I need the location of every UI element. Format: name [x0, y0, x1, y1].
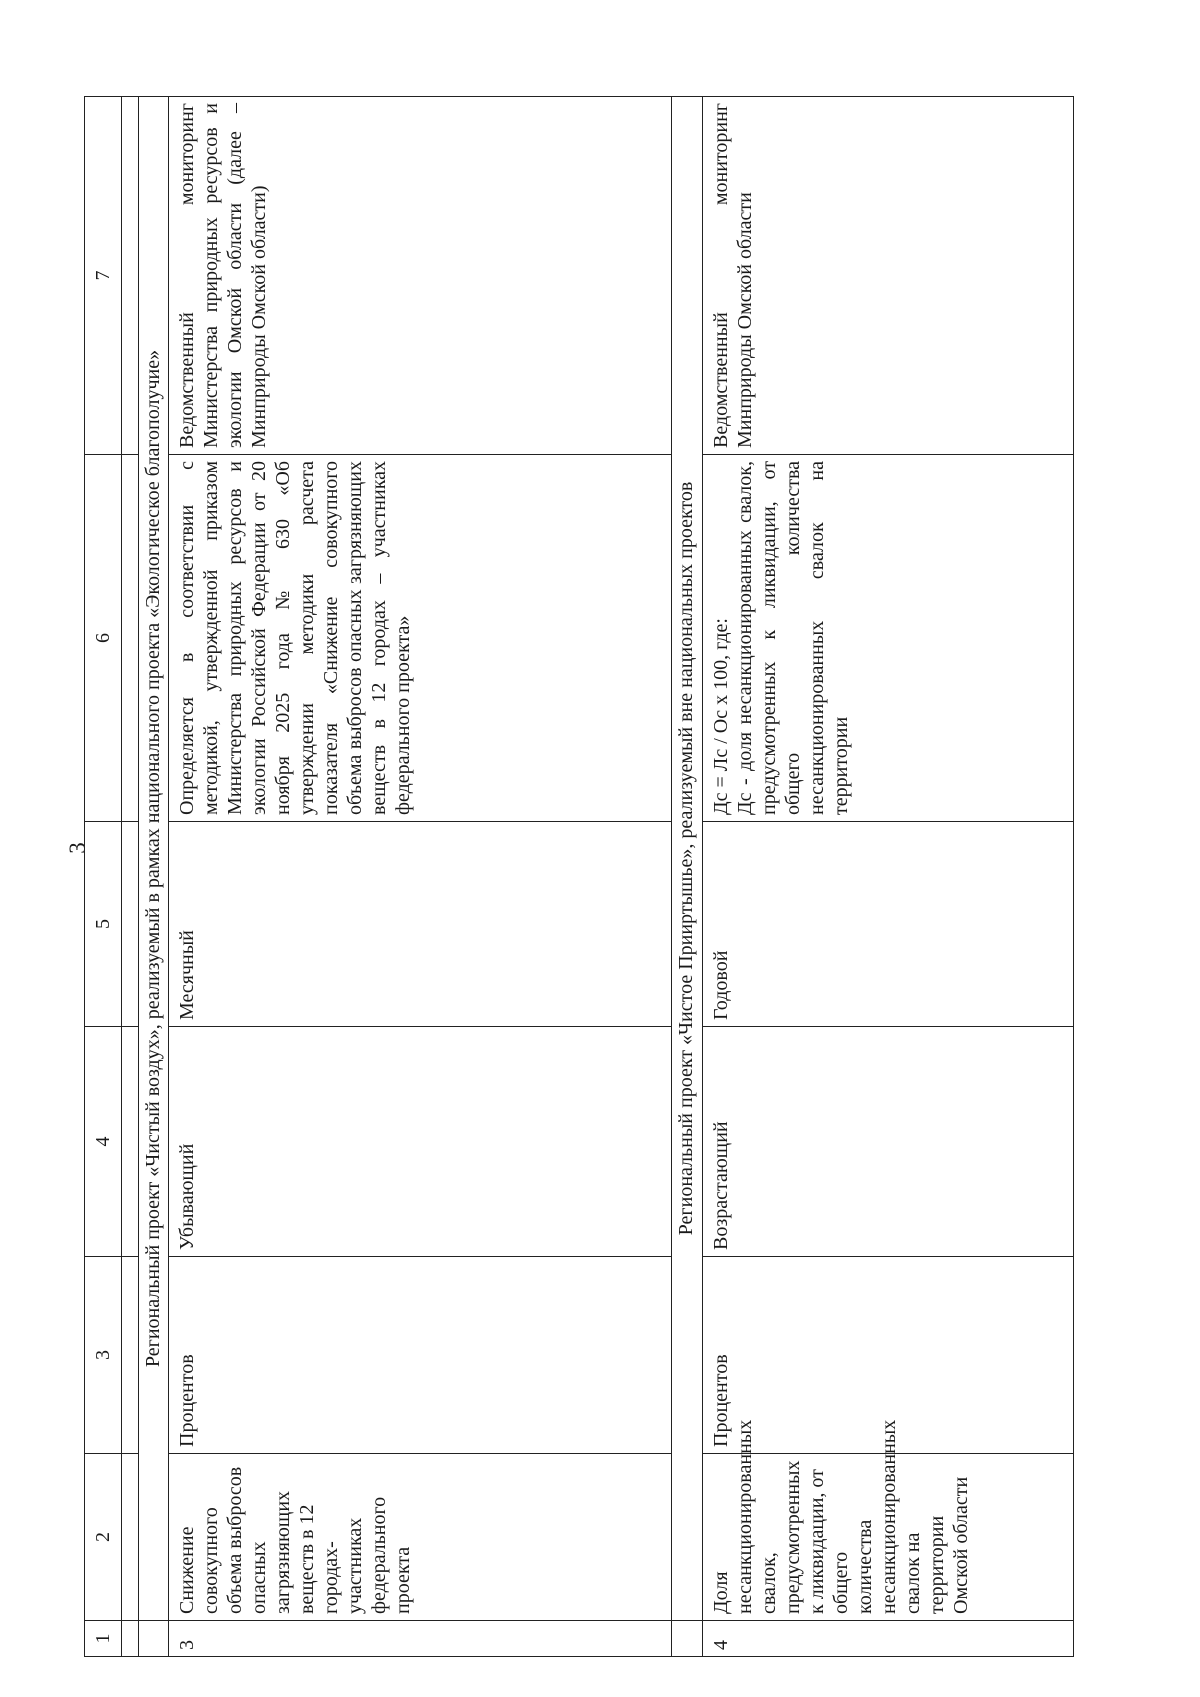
header-col-3: 3 — [85, 1257, 122, 1454]
source-cell: Ведомственный мониторинг Министерства природных ресурсов и экологии Омской области (далее – Минприроды Омской области) — [169, 97, 672, 455]
rotated-table-wrapper — [84, 97, 1074, 1657]
header-col-5: 5 — [85, 822, 122, 1027]
indicator-name: Снижение совокупного объема выбросов опасных загрязняющих веществ в 12 городах-участниках федерального проекта — [169, 1454, 672, 1621]
header-row — [85, 97, 122, 1657]
source-cell: Ведомственный мониторинг Минприроды Омской области — [703, 97, 1074, 455]
section-title: Региональный проект «Чистое Прииртышье», реализуемый вне национальных проектов — [672, 97, 703, 1621]
section-title-row — [672, 97, 703, 1657]
table-row — [169, 97, 672, 1657]
method-definition: Дс - доля несанкционированных свалок, предусмотренных к ликвидации, от общего количества несанкционированных свалок на территории — [734, 461, 852, 815]
indicators-table — [84, 96, 1074, 1657]
header-col-1: 1 — [85, 1621, 122, 1657]
unit-cell: Процентов — [703, 1257, 1074, 1454]
section-title-row — [139, 97, 169, 1657]
section-title: Региональный проект «Чистый воздух», реализуемый в рамках национального проекта «Экологическое благополучие» — [139, 97, 169, 1621]
method-cell: Определяется в соответствии с методикой, утвержденной приказом Министерства природных ресурсов и экологии Российской Федерации от 20 ноября 2025 года № 630 «Об утверждении методики расчета показателя «Снижение совокупного объема выбросов опасных загрязняющих веществ в 12 городах – участниках федерального проекта» — [169, 455, 672, 822]
period-cell: Годовой — [703, 822, 1074, 1027]
spacer-row — [122, 97, 139, 1657]
indicator-name: Доля несанкционированных свалок, предусмотренных к ликвидации, от общего количества несанкционированных свалок на территории Омской области — [703, 1454, 1074, 1621]
header-col-7: 7 — [85, 97, 122, 455]
method-cell — [703, 455, 1074, 822]
period-cell: Месячный — [169, 822, 672, 1027]
row-number: 4 — [703, 1621, 1074, 1657]
header-col-6: 6 — [85, 455, 122, 822]
row-number: 3 — [169, 1621, 672, 1657]
trend-cell: Убывающий — [169, 1027, 672, 1257]
table-row — [703, 97, 1074, 1657]
trend-cell: Возрастающий — [703, 1027, 1074, 1257]
unit-cell: Процентов — [169, 1257, 672, 1454]
header-col-2: 2 — [85, 1454, 122, 1621]
method-formula: Дс = Лс / Ос х 100, где: — [710, 618, 732, 815]
page-number: 3 — [65, 842, 90, 854]
header-col-4: 4 — [85, 1027, 122, 1257]
